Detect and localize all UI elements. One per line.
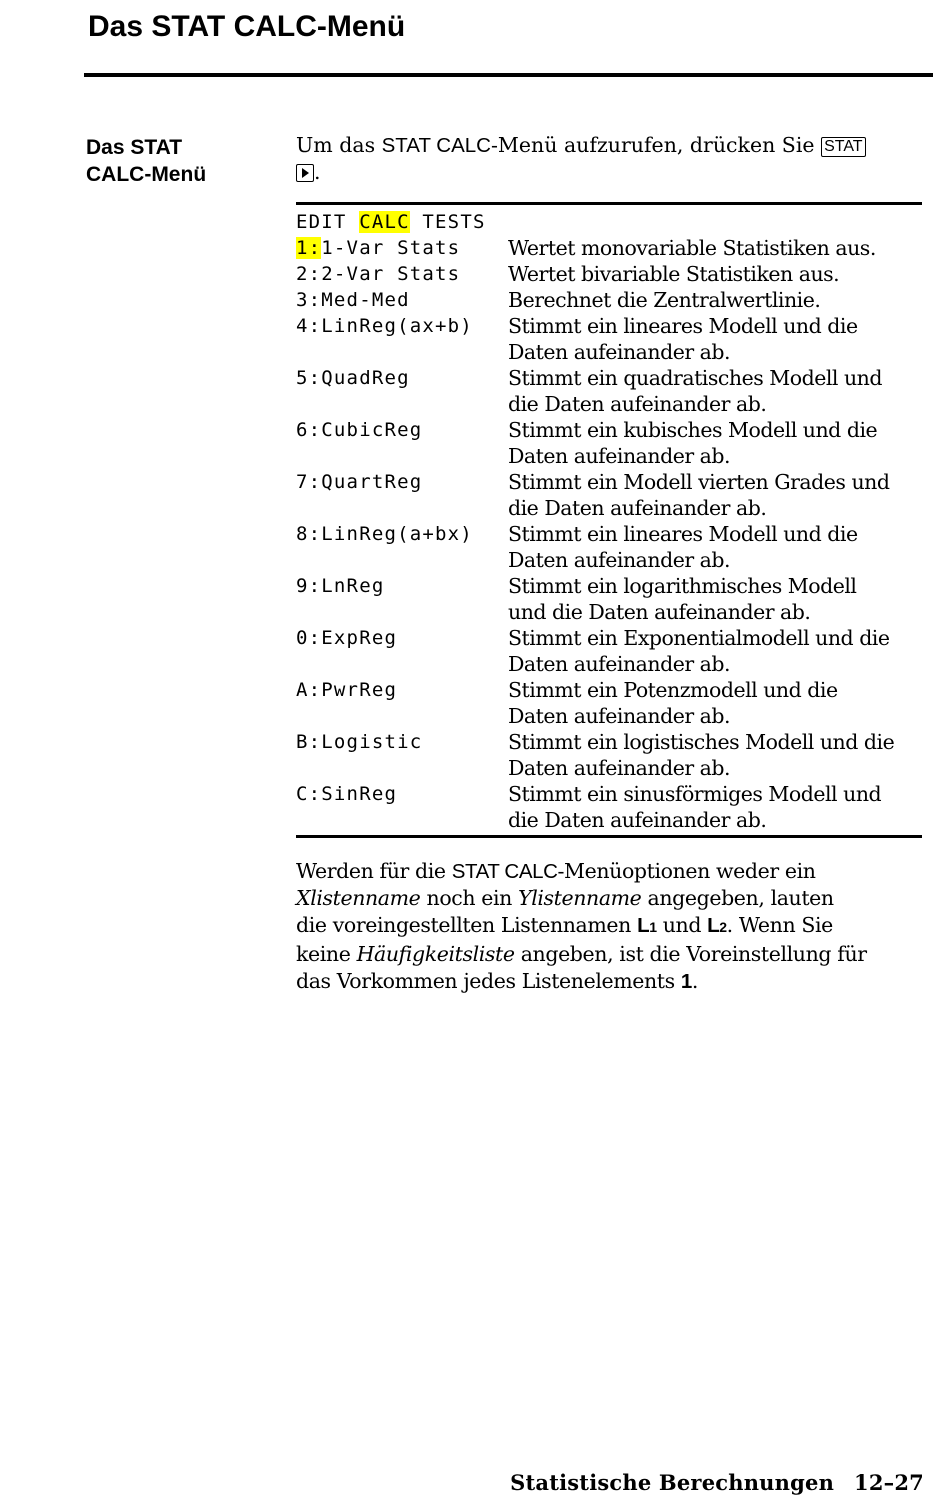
menu-item-number: A: (296, 679, 322, 701)
menu-item-label (296, 365, 508, 417)
section-title-line-2: CALC-Menü (86, 163, 207, 186)
menu-item-description (508, 235, 922, 261)
footer-page-number: 12–27 (854, 1470, 924, 1495)
menu-item-label (296, 729, 508, 781)
menu-item-name: QuartReg (321, 471, 423, 493)
menu-item-name: 1-Var Stats (321, 237, 461, 259)
menu-item-description (508, 417, 922, 469)
tab-edit: EDIT (296, 211, 347, 233)
xlist-term: Xlistenname (296, 886, 421, 910)
description-line: die Daten aufeinander ab. (508, 496, 767, 520)
menu-item-number: B: (296, 731, 322, 753)
menu-item-label (296, 469, 508, 521)
description-line: Stimmt ein kubisches Modell und die (508, 418, 878, 442)
menu-item-name: Med-Med (321, 289, 410, 311)
menu-item-name: CubicReg (321, 419, 423, 441)
description-line: die Daten aufeinander ab. (508, 392, 767, 416)
description-line: Stimmt ein logistisches Modell und die (508, 730, 895, 754)
menu-item-name: ExpReg (321, 627, 398, 649)
description-line: Daten aufeinander ab. (508, 756, 731, 780)
description-line: Stimmt ein quadratisches Modell und (508, 366, 882, 390)
description-line: Daten aufeinander ab. (508, 652, 731, 676)
menu-item-number: 9: (296, 575, 322, 597)
menu-item[interactable] (296, 625, 922, 677)
page-footer (510, 1470, 924, 1495)
stat-key: STAT (821, 137, 866, 157)
section-title (86, 134, 276, 188)
stat-calc-menu-table (296, 202, 922, 838)
menu-item-number: 0: (296, 627, 322, 649)
right-arrow-key-icon (296, 164, 314, 182)
description-line: Wertet monovariable Statistiken aus. (508, 236, 876, 260)
menu-item-name: 2-Var Stats (321, 263, 461, 285)
description-line: Stimmt ein Exponentialmodell und die (508, 626, 890, 650)
menu-item-description (508, 729, 922, 781)
menu-item-label (296, 625, 508, 677)
menu-item[interactable] (296, 235, 922, 261)
ylist-term: Ylistenname (518, 886, 642, 910)
description-line: Wertet bivariable Statistiken aus. (508, 262, 840, 286)
menu-item[interactable] (296, 261, 922, 287)
menu-item-label (296, 313, 508, 365)
menu-items (296, 235, 922, 833)
frequency-list-term: Häufigkeitsliste (356, 942, 515, 966)
menu-item-label (296, 573, 508, 625)
menu-item[interactable] (296, 469, 922, 521)
description-line: Stimmt ein lineares Modell und die (508, 522, 858, 546)
list-l1: L1 (637, 914, 657, 937)
menu-item-label (296, 417, 508, 469)
description-line: Stimmt ein Potenzmodell und die (508, 678, 838, 702)
menu-item-number: 4: (296, 315, 322, 337)
menu-item-description (508, 313, 922, 365)
section-title-line-1: Das STAT (86, 136, 183, 159)
menu-item-label (296, 677, 508, 729)
menu-item[interactable] (296, 781, 922, 833)
tab-tests: TESTS (422, 211, 486, 233)
tab-calc: CALC (359, 211, 410, 233)
description-line: und die Daten aufeinander ab. (508, 600, 811, 624)
menu-item[interactable] (296, 313, 922, 365)
menu-tab-row (296, 209, 922, 235)
description-line: Stimmt ein Modell vierten Grades und (508, 470, 890, 494)
note-paragraph: Werden für die STAT CALC-Menüoptionen weder ein Xlistenname noch ein Ylistenname angegeben, lauten die voreingestellten Listennamen L1 und L2. Wenn Sie keine Häufigkeitsliste angeben, ist die Voreinstellung für das Vorkommen jedes Listenelements 1. (296, 859, 867, 993)
menu-item-number: C: (296, 783, 322, 805)
stat-calc-term: STAT CALC (381, 134, 491, 157)
menu-item-name: LinReg(ax+b) (321, 315, 473, 337)
menu-item-label (296, 781, 508, 833)
menu-item-number: 3: (296, 289, 322, 311)
menu-item[interactable] (296, 287, 922, 313)
menu-item-description (508, 625, 922, 677)
menu-item-label (296, 521, 508, 573)
menu-item-label (296, 261, 508, 287)
description-line: Daten aufeinander ab. (508, 704, 731, 728)
description-line: Daten aufeinander ab. (508, 444, 731, 468)
heading-rule (84, 73, 933, 77)
intro-paragraph: Um das STAT CALC-Menü aufzurufen, drücken Sie STAT . (296, 132, 922, 186)
description-line: die Daten aufeinander ab. (508, 808, 767, 832)
menu-item-description (508, 521, 922, 573)
menu-item-description (508, 781, 922, 833)
menu-item[interactable] (296, 677, 922, 729)
menu-item-description (508, 573, 922, 625)
footer-chapter: Statistische Berechnungen (510, 1470, 835, 1495)
menu-item-label (296, 287, 508, 313)
menu-item[interactable] (296, 417, 922, 469)
menu-item[interactable] (296, 573, 922, 625)
menu-item[interactable] (296, 365, 922, 417)
description-line: Daten aufeinander ab. (508, 340, 731, 364)
menu-item[interactable] (296, 729, 922, 781)
menu-item-description (508, 365, 922, 417)
description-line: Stimmt ein logarithmisches Modell (508, 574, 857, 598)
menu-item-number: 6: (296, 419, 322, 441)
menu-item-number: 7: (296, 471, 322, 493)
menu-item-description (508, 469, 922, 521)
description-line: Daten aufeinander ab. (508, 548, 731, 572)
menu-item-number: 1: (296, 237, 322, 259)
page-title: Das STAT CALC-Menü (88, 10, 406, 43)
menu-item-description (508, 287, 922, 313)
menu-item-name: Logistic (321, 731, 423, 753)
menu-item-label (296, 235, 508, 261)
menu-item-name: SinReg (321, 783, 398, 805)
menu-item-name: PwrReg (321, 679, 398, 701)
default-value: 1 (680, 970, 692, 993)
list-l2: L2 (707, 914, 727, 937)
description-line: Stimmt ein sinusförmiges Modell und (508, 782, 882, 806)
menu-item-description (508, 677, 922, 729)
description-line: Berechnet die Zentralwertlinie. (508, 288, 821, 312)
menu-item-number: 5: (296, 367, 322, 389)
menu-item-number: 2: (296, 263, 322, 285)
menu-item-number: 8: (296, 523, 322, 545)
menu-item[interactable] (296, 521, 922, 573)
description-line: Stimmt ein lineares Modell und die (508, 314, 858, 338)
menu-item-name: LinReg(a+bx) (321, 523, 473, 545)
menu-item-name: LnReg (321, 575, 385, 597)
menu-item-name: QuadReg (321, 367, 410, 389)
menu-item-description (508, 261, 922, 287)
